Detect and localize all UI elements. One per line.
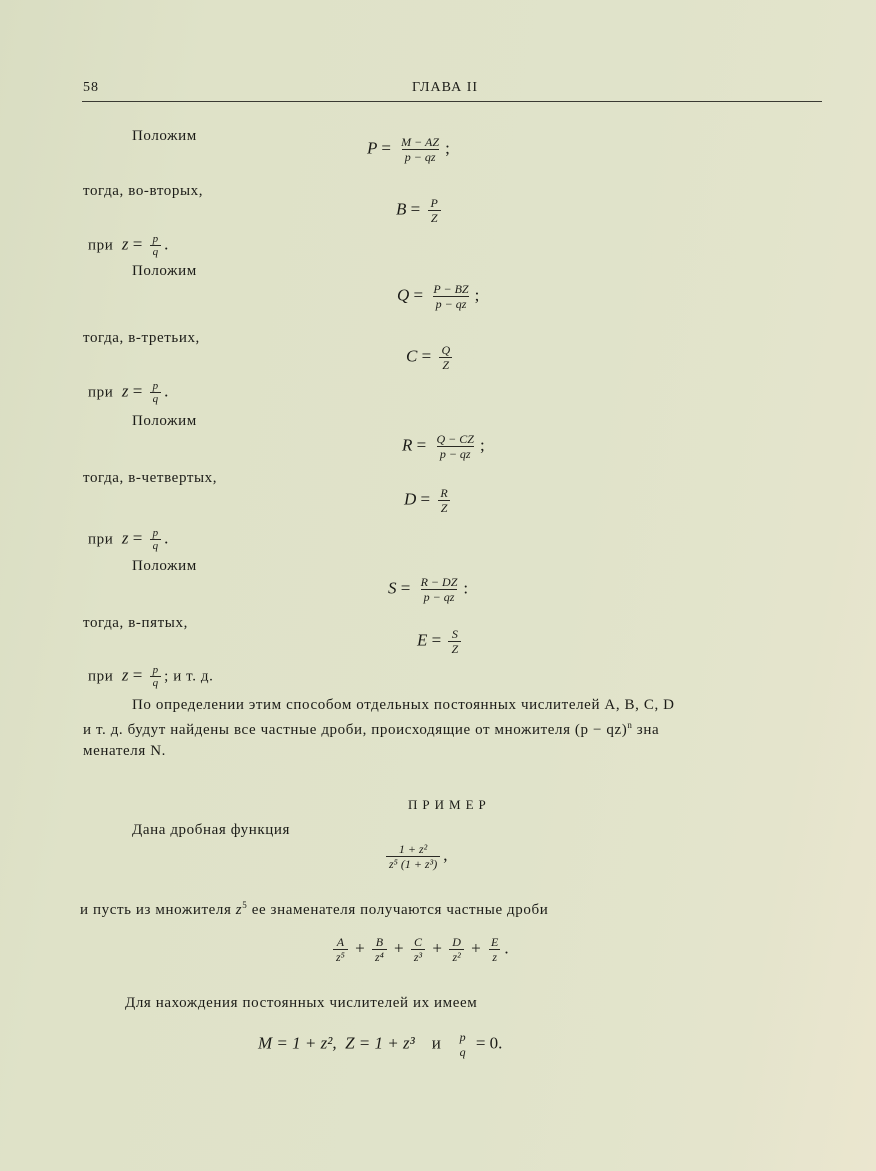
example-finding-text: Для нахождения постоянных числителей их имеем [125,995,478,1011]
running-title: ГЛАВА II [412,80,479,95]
step-3-then: тогда, в-четвертых, [83,470,218,486]
step-1-then: тогда, во-вторых, [83,183,204,199]
example-let-text: и пусть из множителя $z^5$ ее знаменателя получаются частные дроби [80,900,549,918]
example-heading: ПРИМЕР [408,797,491,812]
step-3-coefficient: D = $\frac{R}{Z}$ [404,486,454,515]
example-values: M = 1 + z², Z = 1 + z³ и p q = 0. [258,1030,503,1059]
example-function: $\frac{\text{1 + z²}}{\text{z⁵ (1 + z³)}}$ , [383,842,447,871]
header-rule [82,101,822,102]
step-4-intro: Положим [132,558,197,574]
step-3-definition: R = $\frac{Q - CZ}{p - qz}$ ; [402,432,485,461]
conclusion-line-2: и т. д. будут найдены все частные дроби, происходящие от множителя (p − qz)$^n$ зна [83,720,660,738]
step-2-definition: Q = $\frac{P - BZ}{p - qz}$ ; [397,282,480,311]
step-2-condition: при z = $\frac{p}{q}$ . [88,380,169,405]
step-1-intro: Положим [132,128,197,144]
example-partial-fractions: $\frac{A}{\text{z⁵}}$ + $\frac{B}{\text{z⁴}}$ + $\frac{C}{\text{z³}}$ + $\frac{D}{\text{z²}}$ + $\frac{E}{z}$ . [330,935,509,964]
step-1-coefficient: B = $\frac{P}{Z}$ [396,196,444,225]
step-4-condition: при z = $\frac{p}{q}$ ; и т. д. [88,664,214,689]
step-4-coefficient: E = $\frac{S}{Z}$ [417,627,464,656]
step-1-definition: P = $\frac{M - AZ}{p - qz}$ ; [367,135,450,164]
step-4-definition: S = $\frac{R - DZ}{p - qz}$ : [388,575,469,604]
step-1-condition: при z = $\frac{p}{q}$ . [88,233,169,258]
step-3-condition: при z = $\frac{p}{q}$ . [88,527,169,552]
example-given-text: Дана дробная функция [132,822,291,838]
step-3-intro: Положим [132,413,197,429]
step-2-then: тогда, в-третьих, [83,330,200,346]
conclusion-line-1: По определении этим способом отдельных постоянных числителей A, B, C, D [132,697,675,713]
step-4-then: тогда, в-пятых, [83,615,188,631]
step-2-coefficient: C = $\frac{Q}{Z}$ [406,343,451,372]
conclusion-line-3: менателя N. [83,743,166,759]
step-2-intro: Положим [132,263,197,279]
page-number: 58 [83,80,99,95]
